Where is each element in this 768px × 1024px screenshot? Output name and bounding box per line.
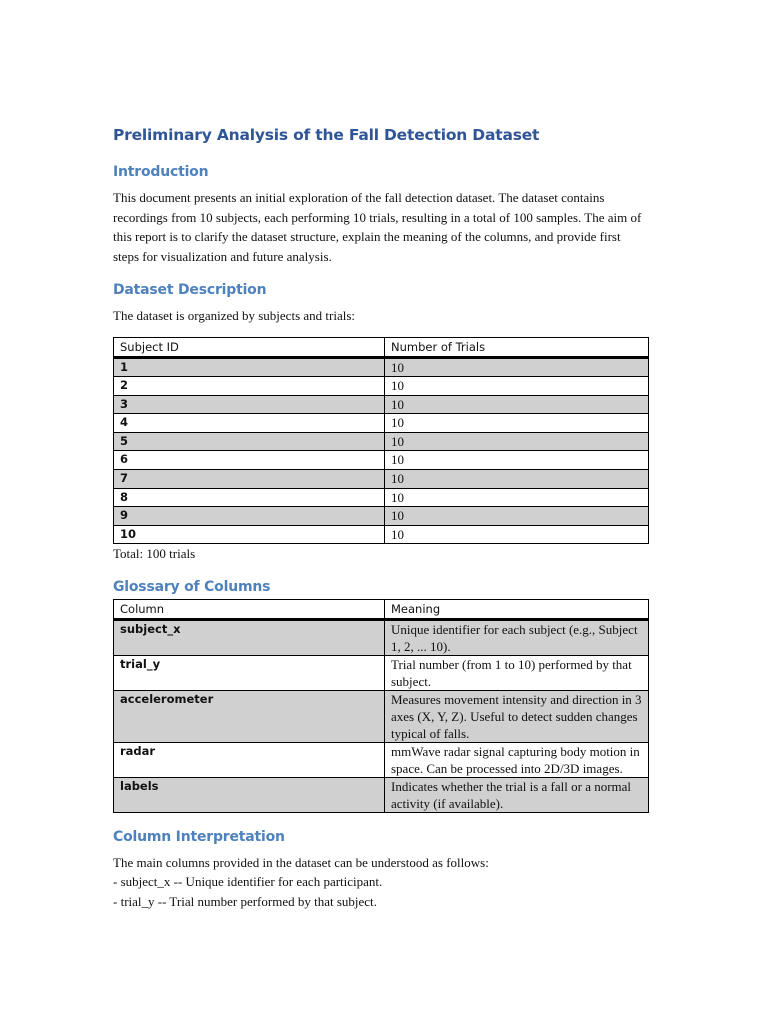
column-name-cell: radar (114, 742, 385, 777)
glossary-table (113, 599, 649, 813)
column-header: Subject ID (114, 337, 385, 357)
table-header-row (114, 599, 649, 619)
table-row (114, 619, 649, 655)
column-header: Meaning (385, 599, 649, 619)
table-row (114, 357, 649, 377)
table-row (114, 470, 649, 489)
dataset-description-heading: Dataset Description (113, 282, 267, 298)
subject-id-cell: 10 (114, 525, 385, 544)
table-row (114, 488, 649, 507)
glossary-heading: Glossary of Columns (113, 578, 271, 595)
subject-id-cell: 1 (114, 357, 385, 377)
meaning-cell: Measures movement intensity and direction in 3 axes (X, Y, Z). Useful to detect sudden changes typical of falls. (385, 690, 649, 742)
table-row (114, 742, 649, 777)
table-row (114, 377, 649, 396)
trials-cell: 10 (385, 414, 649, 433)
meaning-cell: Indicates whether the trial is a fall or a normal activity (if available). (385, 777, 649, 812)
table-row (114, 525, 649, 544)
introduction-heading: Introduction (113, 164, 209, 180)
column-name-cell: labels (114, 777, 385, 812)
document-content (113, 124, 649, 911)
column-name-cell: trial_y (114, 655, 385, 690)
subject-id-cell: 8 (114, 488, 385, 507)
trials-cell: 10 (385, 377, 649, 396)
column-name-cell: subject_x (114, 619, 385, 655)
table-row (114, 451, 649, 470)
table-row (114, 414, 649, 433)
trials-cell: 10 (385, 357, 649, 377)
subjects-table (113, 337, 649, 545)
trials-cell: 10 (385, 488, 649, 507)
table-row (114, 432, 649, 451)
subject-id-cell: 7 (114, 470, 385, 489)
dataset-description-text: The dataset is organized by subjects and trials: (113, 308, 355, 323)
table-row (114, 507, 649, 526)
table-row (114, 690, 649, 742)
column-name-cell: accelerometer (114, 690, 385, 742)
subject-id-cell: 9 (114, 507, 385, 526)
trials-cell: 10 (385, 451, 649, 470)
document-title: Preliminary Analysis of the Fall Detection Dataset (113, 126, 540, 144)
introduction-text: This document presents an initial exploration of the fall detection dataset. The dataset contains recordings from 10 subjects, each performing 10 trials, resulting in a total of 100 samples. The aim of this report is to clarify the dataset structure, explain the meaning of the columns, and provide first steps for visualization and future analysis. (113, 190, 642, 264)
subject-id-cell: 3 (114, 395, 385, 414)
list-item: - subject_x -- Unique identifier for each participant. (113, 874, 383, 890)
meaning-cell: mmWave radar signal capturing body motion in space. Can be processed into 2D/3D images. (385, 742, 649, 777)
column-header: Number of Trials (385, 337, 649, 357)
table-header-row (114, 337, 649, 357)
table-row (114, 395, 649, 414)
meaning-cell: Trial number (from 1 to 10) performed by that subject. (385, 655, 649, 690)
column-header: Column (114, 599, 385, 619)
table-row (114, 655, 649, 690)
subject-id-cell: 4 (114, 414, 385, 433)
interpretation-text: The main columns provided in the dataset can be understood as follows: (113, 854, 489, 870)
meaning-cell: Unique identifier for each subject (e.g., Subject 1, 2, ... 10). (385, 619, 649, 655)
subject-id-cell: 2 (114, 377, 385, 396)
trials-cell: 10 (385, 395, 649, 414)
trials-cell: 10 (385, 525, 649, 544)
subject-id-cell: 6 (114, 451, 385, 470)
interpretation-heading: Column Interpretation (113, 828, 285, 845)
list-item: - trial_y -- Trial number performed by that subject. (113, 893, 377, 909)
trials-cell: 10 (385, 432, 649, 451)
trials-cell: 10 (385, 470, 649, 489)
subject-id-cell: 5 (114, 432, 385, 451)
trials-cell: 10 (385, 507, 649, 526)
total-trials-text: Total: 100 trials (113, 546, 196, 562)
table-row (114, 777, 649, 812)
